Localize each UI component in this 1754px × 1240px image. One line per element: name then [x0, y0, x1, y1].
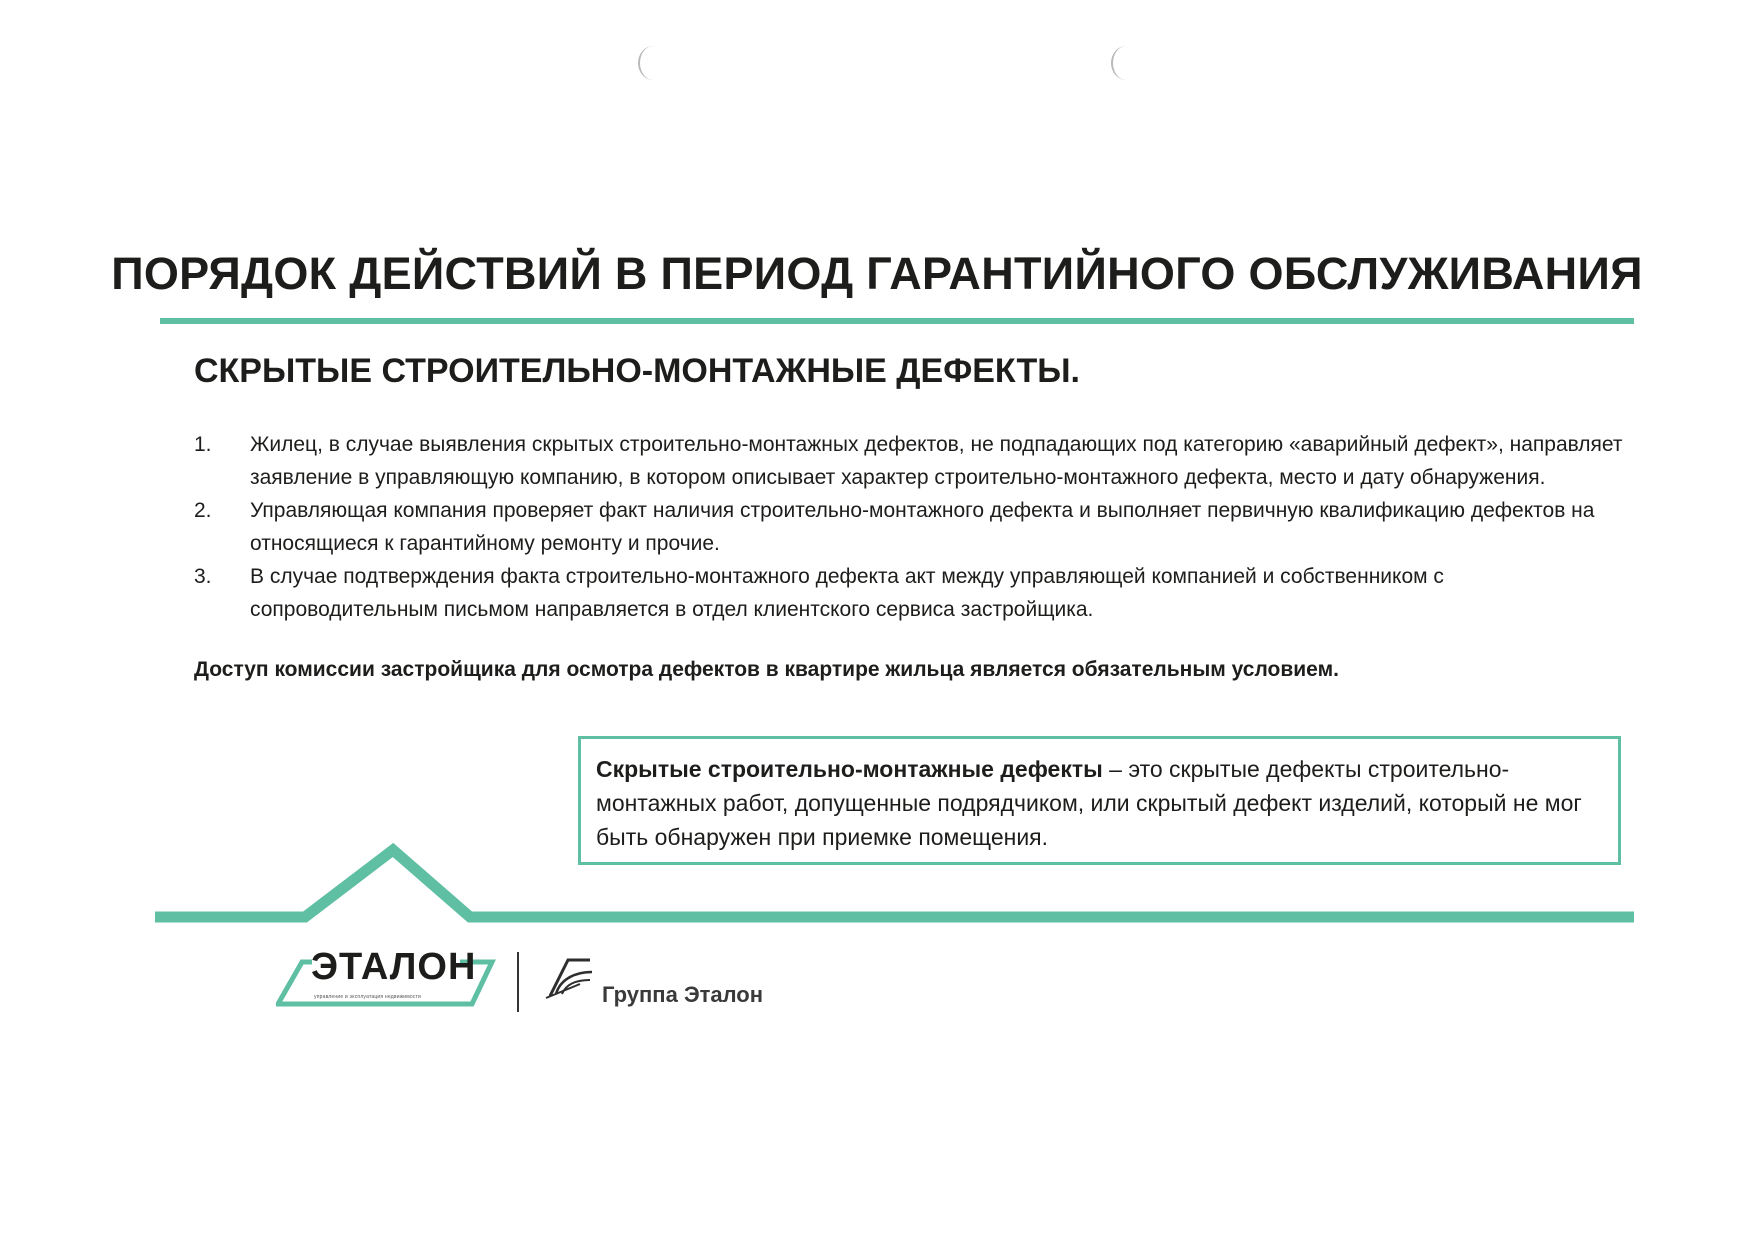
logo-separator [517, 952, 519, 1012]
definition-dash: – [1102, 756, 1129, 782]
group-etalon-name: Группа Эталон [602, 982, 764, 1007]
access-note: Доступ комиссии застройщика для осмотра дефектов в квартире жильца является обязательным условием. [194, 658, 1339, 681]
step-text: Жилец, в случае выявления скрытых строительно-монтажных дефектов, не подпадающих под категорию «аварийный дефект», направляет заявление в управляющую компанию, в котором описывает характер строительно-монтажного дефекта, место и дату обнаружения. [250, 433, 1623, 489]
step-text: Управляющая компания проверяет факт наличия строительно-монтажного дефекта и выполняет первичную квалификацию дефектов на относящиеся к гарантийному ремонту и прочие. [250, 499, 1595, 555]
definition-term: Скрытые строительно-монтажные дефекты [596, 756, 1103, 782]
group-etalon-emblem-icon [540, 954, 600, 1000]
step-number: 3. [194, 565, 212, 588]
section-title: СКРЫТЫЕ СТРОИТЕЛЬНО-МОНТАЖНЫЕ ДЕФЕКТЫ. [194, 352, 1080, 390]
etalon-logo-word: ЭТАЛОН [311, 946, 477, 988]
etalon-logo [276, 946, 496, 1010]
page-title: ПОРЯДОК ДЕЙСТВИЙ В ПЕРИОД ГАРАНТИЙНОГО ОБСЛУЖИВАНИЯ [111, 248, 1643, 299]
step-number: 2. [194, 499, 212, 522]
etalon-logo-tagline: управление и эксплуатация недвижимости [314, 994, 422, 1000]
step-number: 1. [194, 433, 212, 456]
definition-text: это скрытые дефекты строительно-монтажных работ, допущенные подрядчиком, или скрытый дефект изделий, который не мог быть обнаружен при приемке помещения. [596, 756, 1582, 850]
step-text: В случае подтверждения факта строительно-монтажного дефекта акт между управляющей компанией и собственником с сопроводительным письмом направляется в отдел клиентского сервиса застройщика. [250, 565, 1444, 621]
